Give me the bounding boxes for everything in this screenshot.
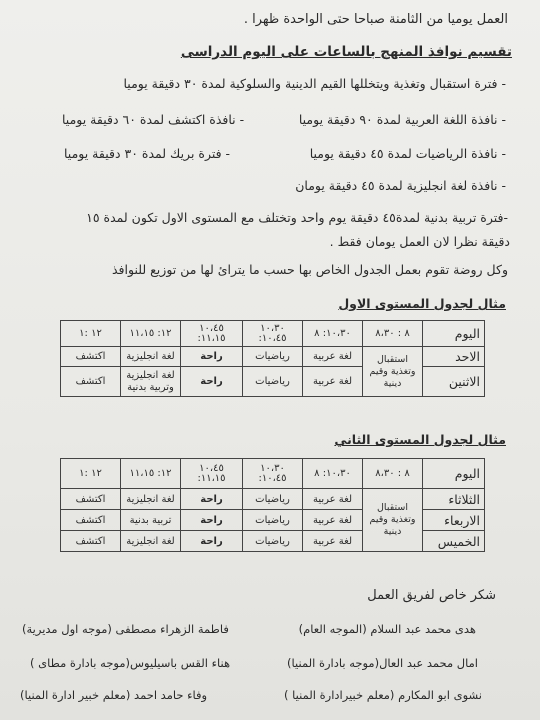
discover-cell: اكتشف <box>61 510 121 531</box>
time-slot: ١٠،٣٠ ١٠،٤٥: <box>243 321 303 347</box>
day-cell: الاربعاء <box>423 510 485 531</box>
bullet-reception: - فترة استقبال وتغذية ويتخللها القيم الدينية والسلوكية لمدة ٣٠ دقيقة يوميا <box>123 76 506 91</box>
day-cell: الخميس <box>423 531 485 552</box>
bullet-discover: - نافذة اكتشف لمدة ٦٠ دقيقة يوميا <box>62 112 245 127</box>
discover-cell: اكتشف <box>61 531 121 552</box>
time-slot: ٨ : ٨،٣٠ <box>363 321 423 347</box>
math-cell: رياضيات <box>243 531 303 552</box>
time-slot: ١٠،٣٠: ٨ <box>303 459 363 489</box>
table-row <box>61 489 485 510</box>
time-slot: ١٠،٤٥ ١١،١٥: <box>181 459 243 489</box>
kindergarten-note: وكل روضة تقوم بعمل الجدول الخاص بها حسب ما يترائ لها من توزيع للنوافذ <box>112 262 508 277</box>
section-title: تقسيم نوافذ المنهج بالساعات على اليوم الدراسى <box>180 44 512 60</box>
arabic-cell: لغة عربية <box>303 489 363 510</box>
col5-cell: تربية بدنية <box>121 510 181 531</box>
time-slot: ٨ : ٨،٣٠ <box>363 459 423 489</box>
time-slot: ١٢ :١ <box>61 459 121 489</box>
time-slot: ١٠،٤٥ ١١،١٥: <box>181 321 243 347</box>
table-header-row <box>61 459 485 489</box>
pe-note-line2: دقيقة نظرا لان العمل يومان فقط . <box>329 234 510 249</box>
math-cell: رياضيات <box>243 347 303 367</box>
math-cell: رياضيات <box>243 489 303 510</box>
english-cell: لغة انجليزية <box>121 347 181 367</box>
day-cell: الاثنين <box>423 367 485 397</box>
team-member: امال محمد عبد العال(موجه بادارة المنيا) <box>287 656 478 670</box>
day-header: اليوم <box>423 459 485 489</box>
thanks-title: شكر خاص لفريق العمل <box>367 588 496 603</box>
english-pe-cell: لغة انجليزية وتربية بدنية <box>121 367 181 397</box>
day-header: اليوم <box>423 321 485 347</box>
math-cell: رياضيات <box>243 367 303 397</box>
time-slot: ١٠،٣٠ ١٠،٤٥: <box>243 459 303 489</box>
level2-title: مثال لجدول المستوى الثاني <box>334 432 506 447</box>
discover-cell: اكتشف <box>61 367 121 397</box>
intro-line: العمل يوميا من الثامنة صباحا حتى الواحدة ظهرا . <box>243 12 508 27</box>
arabic-cell: لغة عربية <box>303 510 363 531</box>
team-member: نشوى ابو المكارم (معلم خبيرادارة المنيا ) <box>284 688 482 702</box>
col5-cell: لغة انجليزية <box>121 531 181 552</box>
reception-cell: استقبال وتغذية وقيم دينية <box>363 347 423 397</box>
team-member: هناء القس باسيليوس(موجه بادارة مطاى ) <box>30 656 231 670</box>
bullet-math: - نافذة الرياضيات لمدة ٤٥ دقيقة يوميا <box>309 146 506 161</box>
rest-cell: راحة <box>181 347 243 367</box>
team-member: فاطمة الزهراء مصطفى (موجه اول مديرية) <box>22 622 229 636</box>
arabic-cell: لغة عربية <box>303 367 363 397</box>
level2-schedule-table <box>60 458 485 552</box>
bullet-break: - فترة بريك لمدة ٣٠ دقيقة يوميا <box>64 146 231 161</box>
team-member: هدى محمد عبد السلام (الموجه العام) <box>298 622 476 636</box>
time-slot: ١٢: ١١،١٥ <box>121 321 181 347</box>
rest-cell: راحة <box>181 367 243 397</box>
level1-schedule-table <box>60 320 485 397</box>
day-cell: الثلاثاء <box>423 489 485 510</box>
time-slot: ١٢ :١ <box>61 321 121 347</box>
bullet-arabic: - نافذة اللغة العربية لمدة ٩٠ دقيقة يوميا <box>298 112 506 127</box>
discover-cell: اكتشف <box>61 489 121 510</box>
math-cell: رياضيات <box>243 510 303 531</box>
rest-cell: راحة <box>181 531 243 552</box>
rest-cell: راحة <box>181 510 243 531</box>
table-header-row <box>61 321 485 347</box>
bullet-english: - نافذة لغة انجليزية لمدة ٤٥ دقيقة يومان <box>295 178 506 193</box>
arabic-cell: لغة عربية <box>303 531 363 552</box>
arabic-cell: لغة عربية <box>303 347 363 367</box>
time-slot: ١٠،٣٠: ٨ <box>303 321 363 347</box>
level1-title: مثال لجدول المستوى الاول <box>338 296 506 311</box>
team-member: وفاء حامد احمد (معلم خبير ادارة المنيا) <box>20 688 208 702</box>
time-slot: ١٢: ١١،١٥ <box>121 459 181 489</box>
col5-cell: لغة انجليزية <box>121 489 181 510</box>
pe-note-line1: -فترة تربية بدنية لمدة٤٥ دقيقة يوم واحد وتختلف مع المستوى الاول تكون لمدة ١٥ <box>86 210 508 225</box>
reception-cell: استقبال وتغذية وقيم دينية <box>363 489 423 552</box>
day-cell: الاحد <box>423 347 485 367</box>
discover-cell: اكتشف <box>61 347 121 367</box>
rest-cell: راحة <box>181 489 243 510</box>
table-row <box>61 347 485 367</box>
